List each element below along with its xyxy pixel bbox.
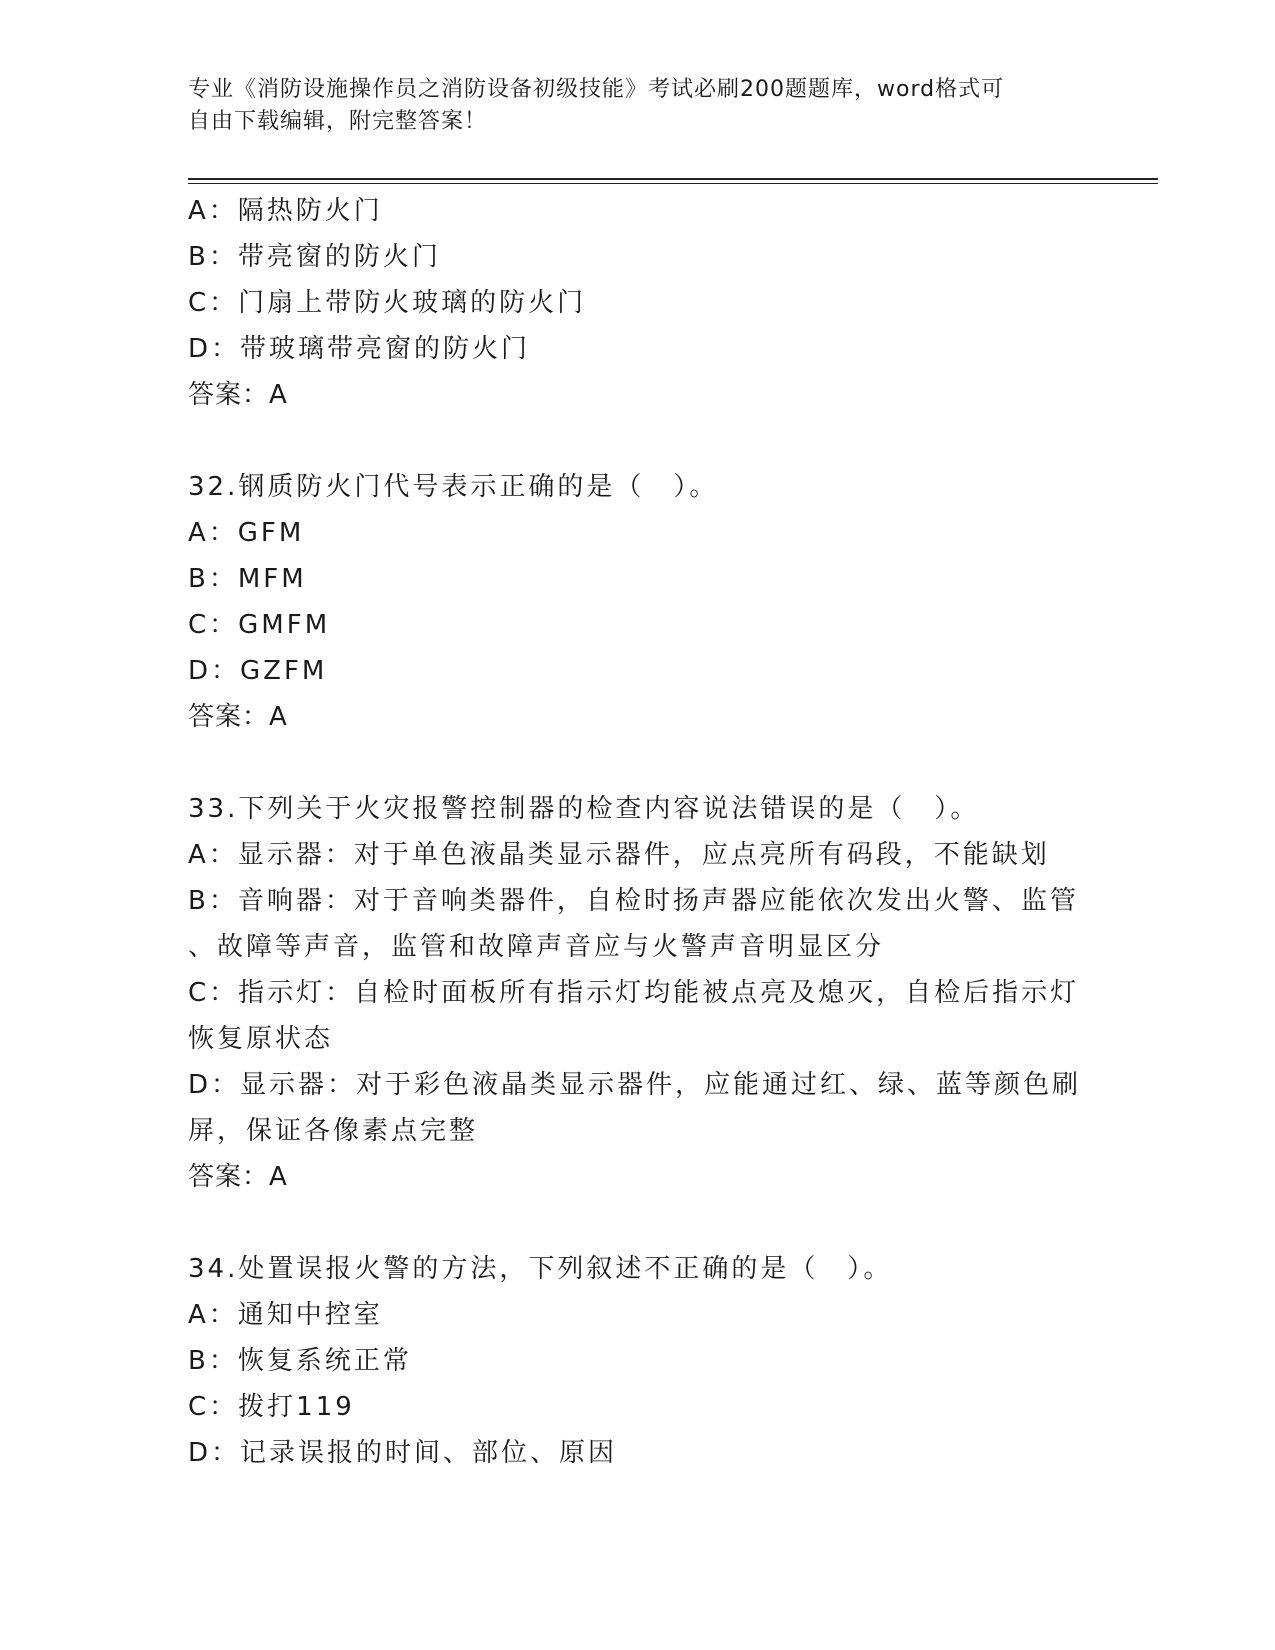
option-d: D：GZFM [188,656,328,686]
spacer [188,740,1078,786]
option-a: A：GFM [188,518,305,548]
answer-line: 答案：A [188,380,288,410]
answer-line: 答案：A [188,1162,288,1192]
document-header [188,74,1068,138]
question-block-33 [188,786,1082,1200]
question-block-34 [188,1246,1078,1476]
option-b-line-2: 、故障等声音，监管和故障声音应与火警声音明显区分 [188,932,885,962]
spacer [188,418,1078,464]
question-text: 32.钢质防火门代号表示正确的是（ ）。 [188,472,719,502]
answer-line: 答案：A [188,702,288,732]
option-d: D：记录误报的时间、部位、原因 [188,1438,618,1468]
option-d-line-1: D：显示器：对于彩色液晶类显示器件，应能通过红、绿、蓝等颜色刷 [188,1070,1082,1100]
header-line-2: 自由下载编辑，附完整答案！ [188,109,488,134]
question-block-31 [188,188,1078,418]
header-divider-thick [188,178,1158,180]
option-b-line-1: B：音响器：对于音响类器件，自检时扬声器应能依次发出火警、监管 [188,886,1079,916]
option-b: B：恢复系统正常 [188,1346,412,1376]
question-list [188,188,1082,1476]
option-c: C：GMFM [188,610,331,640]
option-c: C：拨打119 [188,1392,355,1422]
option-c: C：门扇上带防火玻璃的防火门 [188,288,587,318]
option-d-line-2: 屏，保证各像素点完整 [188,1116,479,1146]
header-line-1: 专业《消防设施操作员之消防设备初级技能》考试必刷200题题库，word格式可 [188,77,1005,102]
question-text: 34.处置误报火警的方法，下列叙述不正确的是（ ）。 [188,1254,893,1284]
option-a: A：显示器：对于单色液晶类显示器件，应点亮所有码段，不能缺划 [188,840,1050,870]
option-d: D：带玻璃带亮窗的防火门 [188,334,531,364]
option-a: A：通知中控室 [188,1300,383,1330]
question-block-32 [188,464,1078,740]
option-b: B：带亮窗的防火门 [188,242,441,272]
option-a: A：隔热防火门 [188,196,383,226]
option-c-line-2: 恢复原状态 [188,1024,334,1054]
option-b: B：MFM [188,564,307,594]
header-divider-thin [188,183,1158,184]
question-text: 33.下列关于火灾报警控制器的检查内容说法错误的是（ ）。 [188,794,980,824]
spacer [188,1200,1078,1246]
option-c-line-1: C：指示灯：自检时面板所有指示灯均能被点亮及熄灭，自检后指示灯 [188,978,1080,1008]
